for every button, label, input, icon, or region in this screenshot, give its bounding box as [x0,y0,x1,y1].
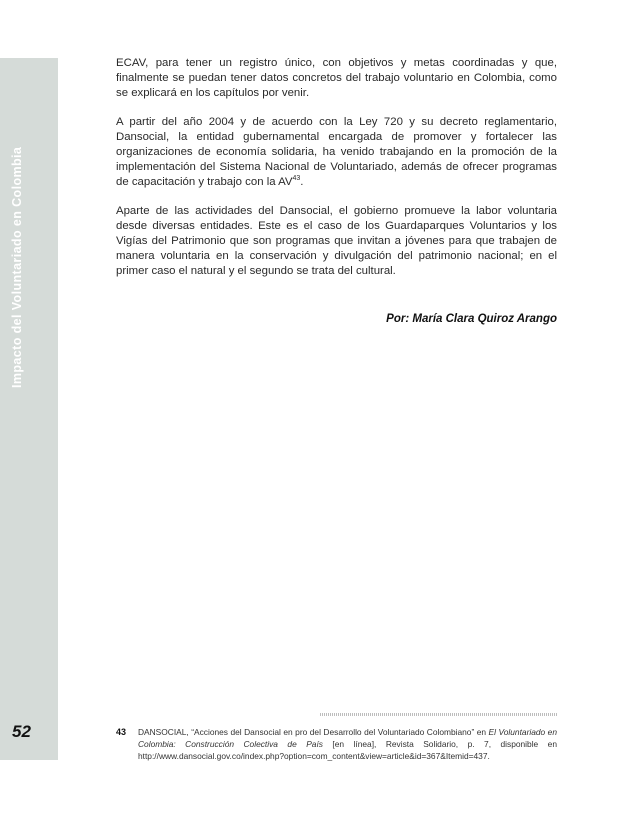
footnote-text-b: [en línea], Revista Solidario, p. 7, disponible en http://www.dansocial.gov.co/index.php?option=com_content&view=article&id=367&Itemid=437. [138,739,557,762]
side-band [0,58,58,760]
paragraph-2-text: A partir del año 2004 y de acuerdo con la Ley 720 y su decreto reglamentario, Dansocial, la entidad gubernamental encargada de promover y fortalecer las organizaciones de economía solidaria, ha venido trabajando en la promoción de la implementación del Sistema Nacional de Voluntariado, además de ofrecer programas de capacitación y trabajo con la AV [116,116,557,188]
book-title: Impacto del Voluntariado en Colombia [10,146,24,388]
body-text [116,56,557,293]
footnote-text-a: DANSOCIAL, “Acciones del Dansocial en pro del Desarrollo del Voluntariado Colombiano” en [138,727,489,737]
footnote-divider [320,713,557,716]
paragraph-2 [116,115,557,189]
paragraph-1: ECAV, para tener un registro único, con objetivos y metas coordinadas y que, finalmente se puedan tener datos concretos del trabajo voluntario en Colombia, como se explicará en los capítulos por venir. [116,57,557,99]
footnote-body [116,726,557,763]
paragraph-2-end: . [300,175,304,188]
footnote-number: 43 [116,727,127,737]
author-signature: Por: María Clara Quiroz Arango [386,313,557,325]
paragraph-3: Aparte de las actividades del Dansocial, el gobierno promueve la labor voluntaria desde diversas entidades. Este es el caso de los Guardaparques Voluntarios y los Vigías del Patrimonio que son programas que invitan a jóvenes para que trabajen de manera voluntaria en la conservación y divulgación del patrimonio nacional; en el primer caso el natural y el segundo se trata del cultural. [116,205,557,277]
footnote-italic-title: El Voluntariado en Colombia: Construcción Colectiva de País [138,727,557,750]
page-number: 52 [12,722,31,741]
footnote-ref[interactable]: 43 [292,174,301,182]
footnote [116,726,557,763]
